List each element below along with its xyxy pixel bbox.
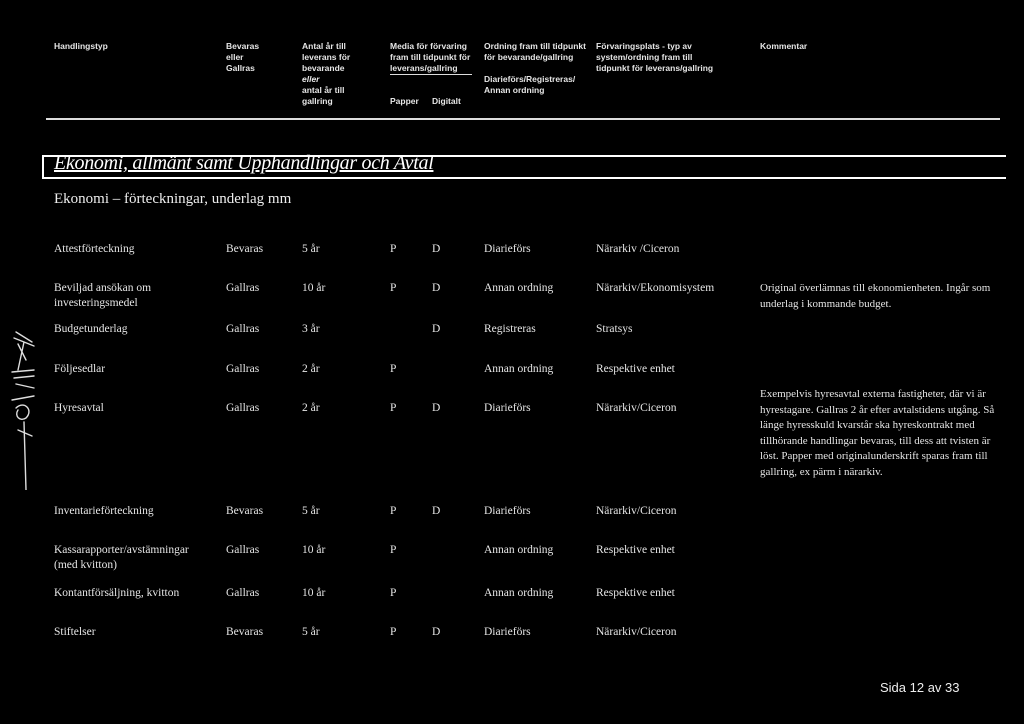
- row-years: 3 år: [302, 323, 320, 335]
- header-years-cull: antal år till gallring: [302, 85, 345, 106]
- row-years: 10 år: [302, 282, 326, 294]
- row-storage: Närarkiv/Ciceron: [596, 626, 677, 638]
- row-type: Hyresavtal: [54, 402, 104, 414]
- row-digital: D: [432, 626, 441, 638]
- header-media-paper: Papper: [390, 96, 419, 106]
- section-subtitle: Ekonomi – förteckningar, underlag mm: [54, 191, 292, 207]
- row-order: Diarieförs: [484, 626, 531, 638]
- row-storage: Närarkiv /Ciceron: [596, 243, 680, 255]
- row-type: Följesedlar: [54, 363, 106, 375]
- row-years: 5 år: [302, 243, 320, 255]
- row-order: Diarieförs: [484, 402, 531, 414]
- header-order-types: Diarieförs/Registreras/ Annan ordning: [484, 74, 576, 95]
- row-order: Annan ordning: [484, 282, 554, 294]
- header-comment: Kommentar: [760, 41, 808, 51]
- section-title: Ekonomi, allmänt samt Upphandlingar och Avtal: [54, 152, 434, 174]
- row-keep: Gallras: [226, 282, 260, 294]
- row-order: Registreras: [484, 323, 536, 335]
- header-media-divider: [390, 74, 472, 75]
- row-paper: P: [390, 243, 397, 255]
- row-order: Annan ordning: [484, 587, 554, 599]
- row-digital: D: [432, 323, 441, 335]
- row-type: Beviljad ansökan om investeringsmedel: [54, 282, 152, 309]
- row-type: Attestförteckning: [54, 243, 135, 255]
- row-storage: Respektive enhet: [596, 587, 675, 599]
- row-years: 10 år: [302, 544, 326, 556]
- row-paper: P: [390, 587, 397, 599]
- row-order: Annan ordning: [484, 544, 554, 556]
- row-keep: Gallras: [226, 323, 260, 335]
- row-paper: P: [390, 282, 397, 294]
- row-storage: Respektive enhet: [596, 363, 675, 375]
- row-digital: D: [432, 505, 441, 517]
- row-paper: P: [390, 626, 397, 638]
- header-years-deliver: Antal år till leverans för bevarande: [302, 41, 351, 73]
- row-storage: Respektive enhet: [596, 544, 675, 556]
- row-type: Kassarapporter/avstämningar (med kvitton): [54, 544, 189, 571]
- header-rule: [46, 118, 1000, 120]
- row-type: Budgetunderlag: [54, 323, 128, 335]
- header-storage: Förvaringsplats - typ av system/ordning fram till tidpunkt för leverans/gallring: [596, 41, 714, 73]
- row-keep: Bevaras: [226, 505, 264, 517]
- header-years: [302, 41, 350, 107]
- row-keep: Bevaras: [226, 626, 264, 638]
- row-storage: Närarkiv/Ciceron: [596, 402, 677, 414]
- row-order: Diarieförs: [484, 505, 531, 517]
- row-years: 5 år: [302, 505, 320, 517]
- header-keep: Bevaras eller Gallras: [226, 41, 260, 73]
- row-type: Kontantförsäljning, kvitton: [54, 587, 180, 599]
- row-keep: Gallras: [226, 587, 260, 599]
- row-keep: Gallras: [226, 402, 260, 414]
- row-paper: P: [390, 363, 397, 375]
- header-type: Handlingstyp: [54, 41, 108, 51]
- row-years: 5 år: [302, 626, 320, 638]
- row-digital: D: [432, 282, 441, 294]
- row-years: 2 år: [302, 363, 320, 375]
- row-comment: Original överlämnas till ekonomienheten. Ingår som underlag i kommande budget.: [760, 282, 991, 310]
- row-years: 2 år: [302, 402, 320, 414]
- row-paper: P: [390, 505, 397, 517]
- header-media: Media för förvaring fram till tidpunkt för leverans/gallring: [390, 41, 471, 73]
- row-keep: Bevaras: [226, 243, 264, 255]
- handwritten-signature: [4, 330, 44, 490]
- row-digital: D: [432, 243, 441, 255]
- row-order: Annan ordning: [484, 363, 554, 375]
- row-paper: P: [390, 544, 397, 556]
- row-paper: P: [390, 402, 397, 414]
- row-years: 10 år: [302, 587, 326, 599]
- row-keep: Gallras: [226, 363, 260, 375]
- row-keep: Gallras: [226, 544, 260, 556]
- row-storage: Närarkiv/Ekonomisystem: [596, 282, 715, 294]
- row-order: Diarieförs: [484, 243, 531, 255]
- page-number: Sida 12 av 33: [880, 680, 960, 695]
- row-type: Stiftelser: [54, 626, 96, 638]
- row-comment: Exempelvis hyresavtal externa fastigheter, där vi är hyrestagare. Gallras 2 år efter avtalstidens utgång. Så länge hyresskuld kvarstår ska hyreskontrakt med tillhörande handlingar bevaras, till dess att tvisten är löst. Papper med originalunderskrift sparas fram till gallring, ex pärm i närarkiv.: [760, 388, 995, 478]
- row-digital: D: [432, 402, 441, 414]
- row-type: Inventarieförteckning: [54, 505, 154, 517]
- header-order: Ordning fram till tidpunkt för bevarande/gallring: [484, 41, 586, 62]
- row-storage: Stratsys: [596, 323, 633, 335]
- header-media-digital: Digitalt: [432, 96, 461, 106]
- row-storage: Närarkiv/Ciceron: [596, 505, 677, 517]
- header-years-or: eller: [302, 74, 320, 84]
